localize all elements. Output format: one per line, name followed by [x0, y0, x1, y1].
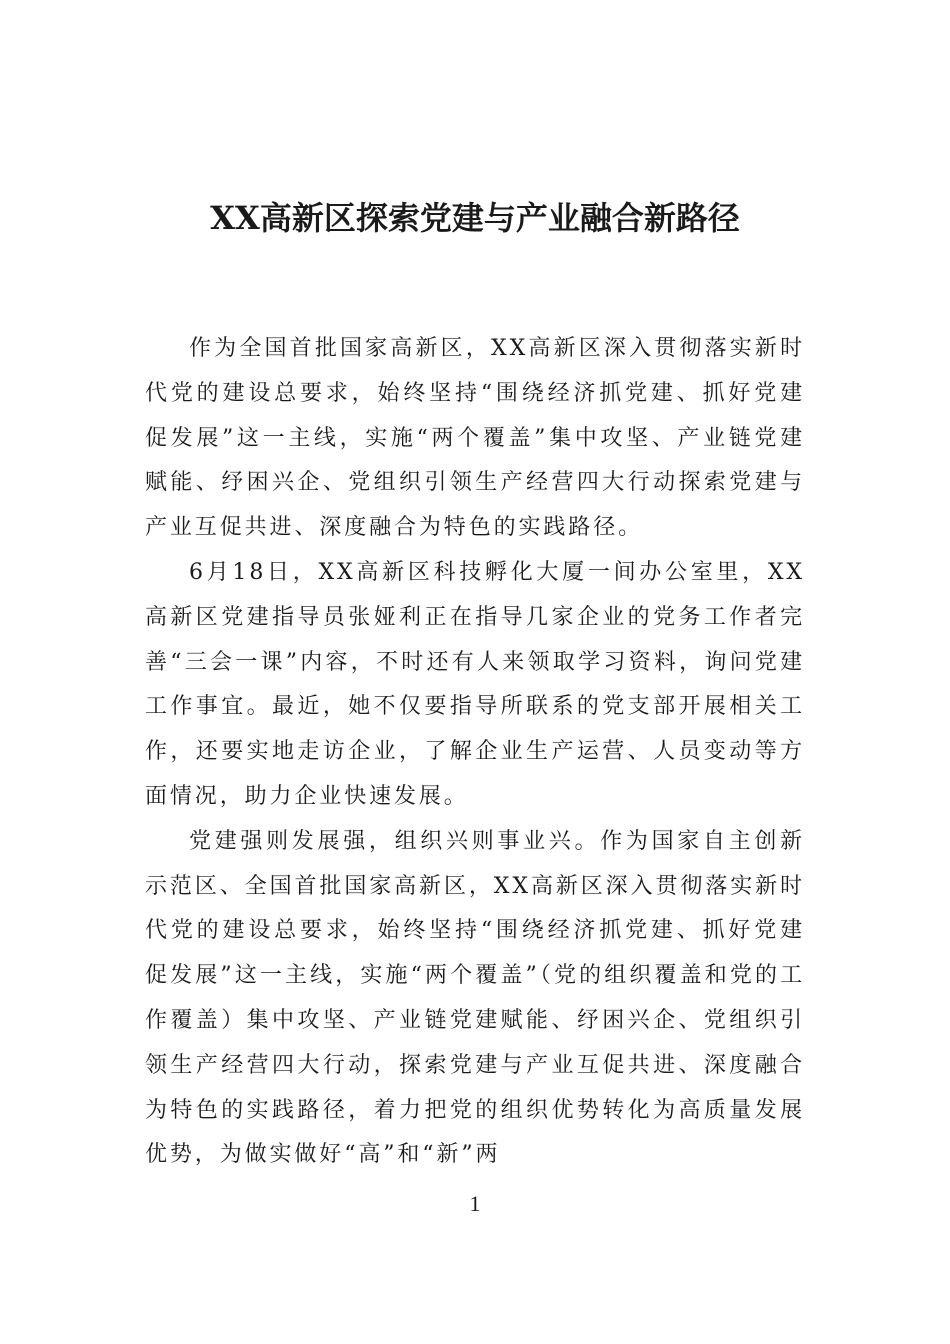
paragraph-3: 党建强则发展强，组织兴则事业兴。作为国家自主创新示范区、全国首批国家高新区，XX高新区深入贯彻落实新时代党的建设总要求，始终坚持“围绕经济抓党建、抓好党建促发展”这一主线，实施“两个覆盖”（党的组织覆盖和党的工作覆盖）集中攻坚、产业链党建赋能、纾困兴企、党组织引领生产经营四大行动，探索党建与产业互促共进、深度融合为特色的实践路径，着力把党的组织优势转化为高质量发展优势，为做实做好“高”和“新”两: [145, 828, 805, 1168]
document-body: [145, 327, 805, 1178]
page-number: 1: [469, 1191, 481, 1216]
paragraph-2: 6月18日，XX高新区科技孵化大厦一间办公室里，XX高新区党建指导员张娅利正在指导几家企业的党务工作者完善“三会一课”内容，不时还有人来领取学习资料，询问党建工作事宜。最近，她不仅要指导所联系的党支部开展相关工作，还要实地走访企业，了解企业生产运营、人员变动等方面情况，助力企业快速发展。: [145, 559, 805, 809]
document-title: XX高新区探索党建与产业融合新路径: [210, 199, 740, 237]
paragraph-1: 作为全国首批国家高新区，XX高新区深入贯彻落实新时代党的建设总要求，始终坚持“围绕经济抓党建、抓好党建促发展”这一主线，实施“两个覆盖”集中攻坚、产业链党建赋能、纾困兴企、党组织引领生产经营四大行动探索党建与产业互促共进、深度融合为特色的实践路径。: [145, 336, 805, 541]
